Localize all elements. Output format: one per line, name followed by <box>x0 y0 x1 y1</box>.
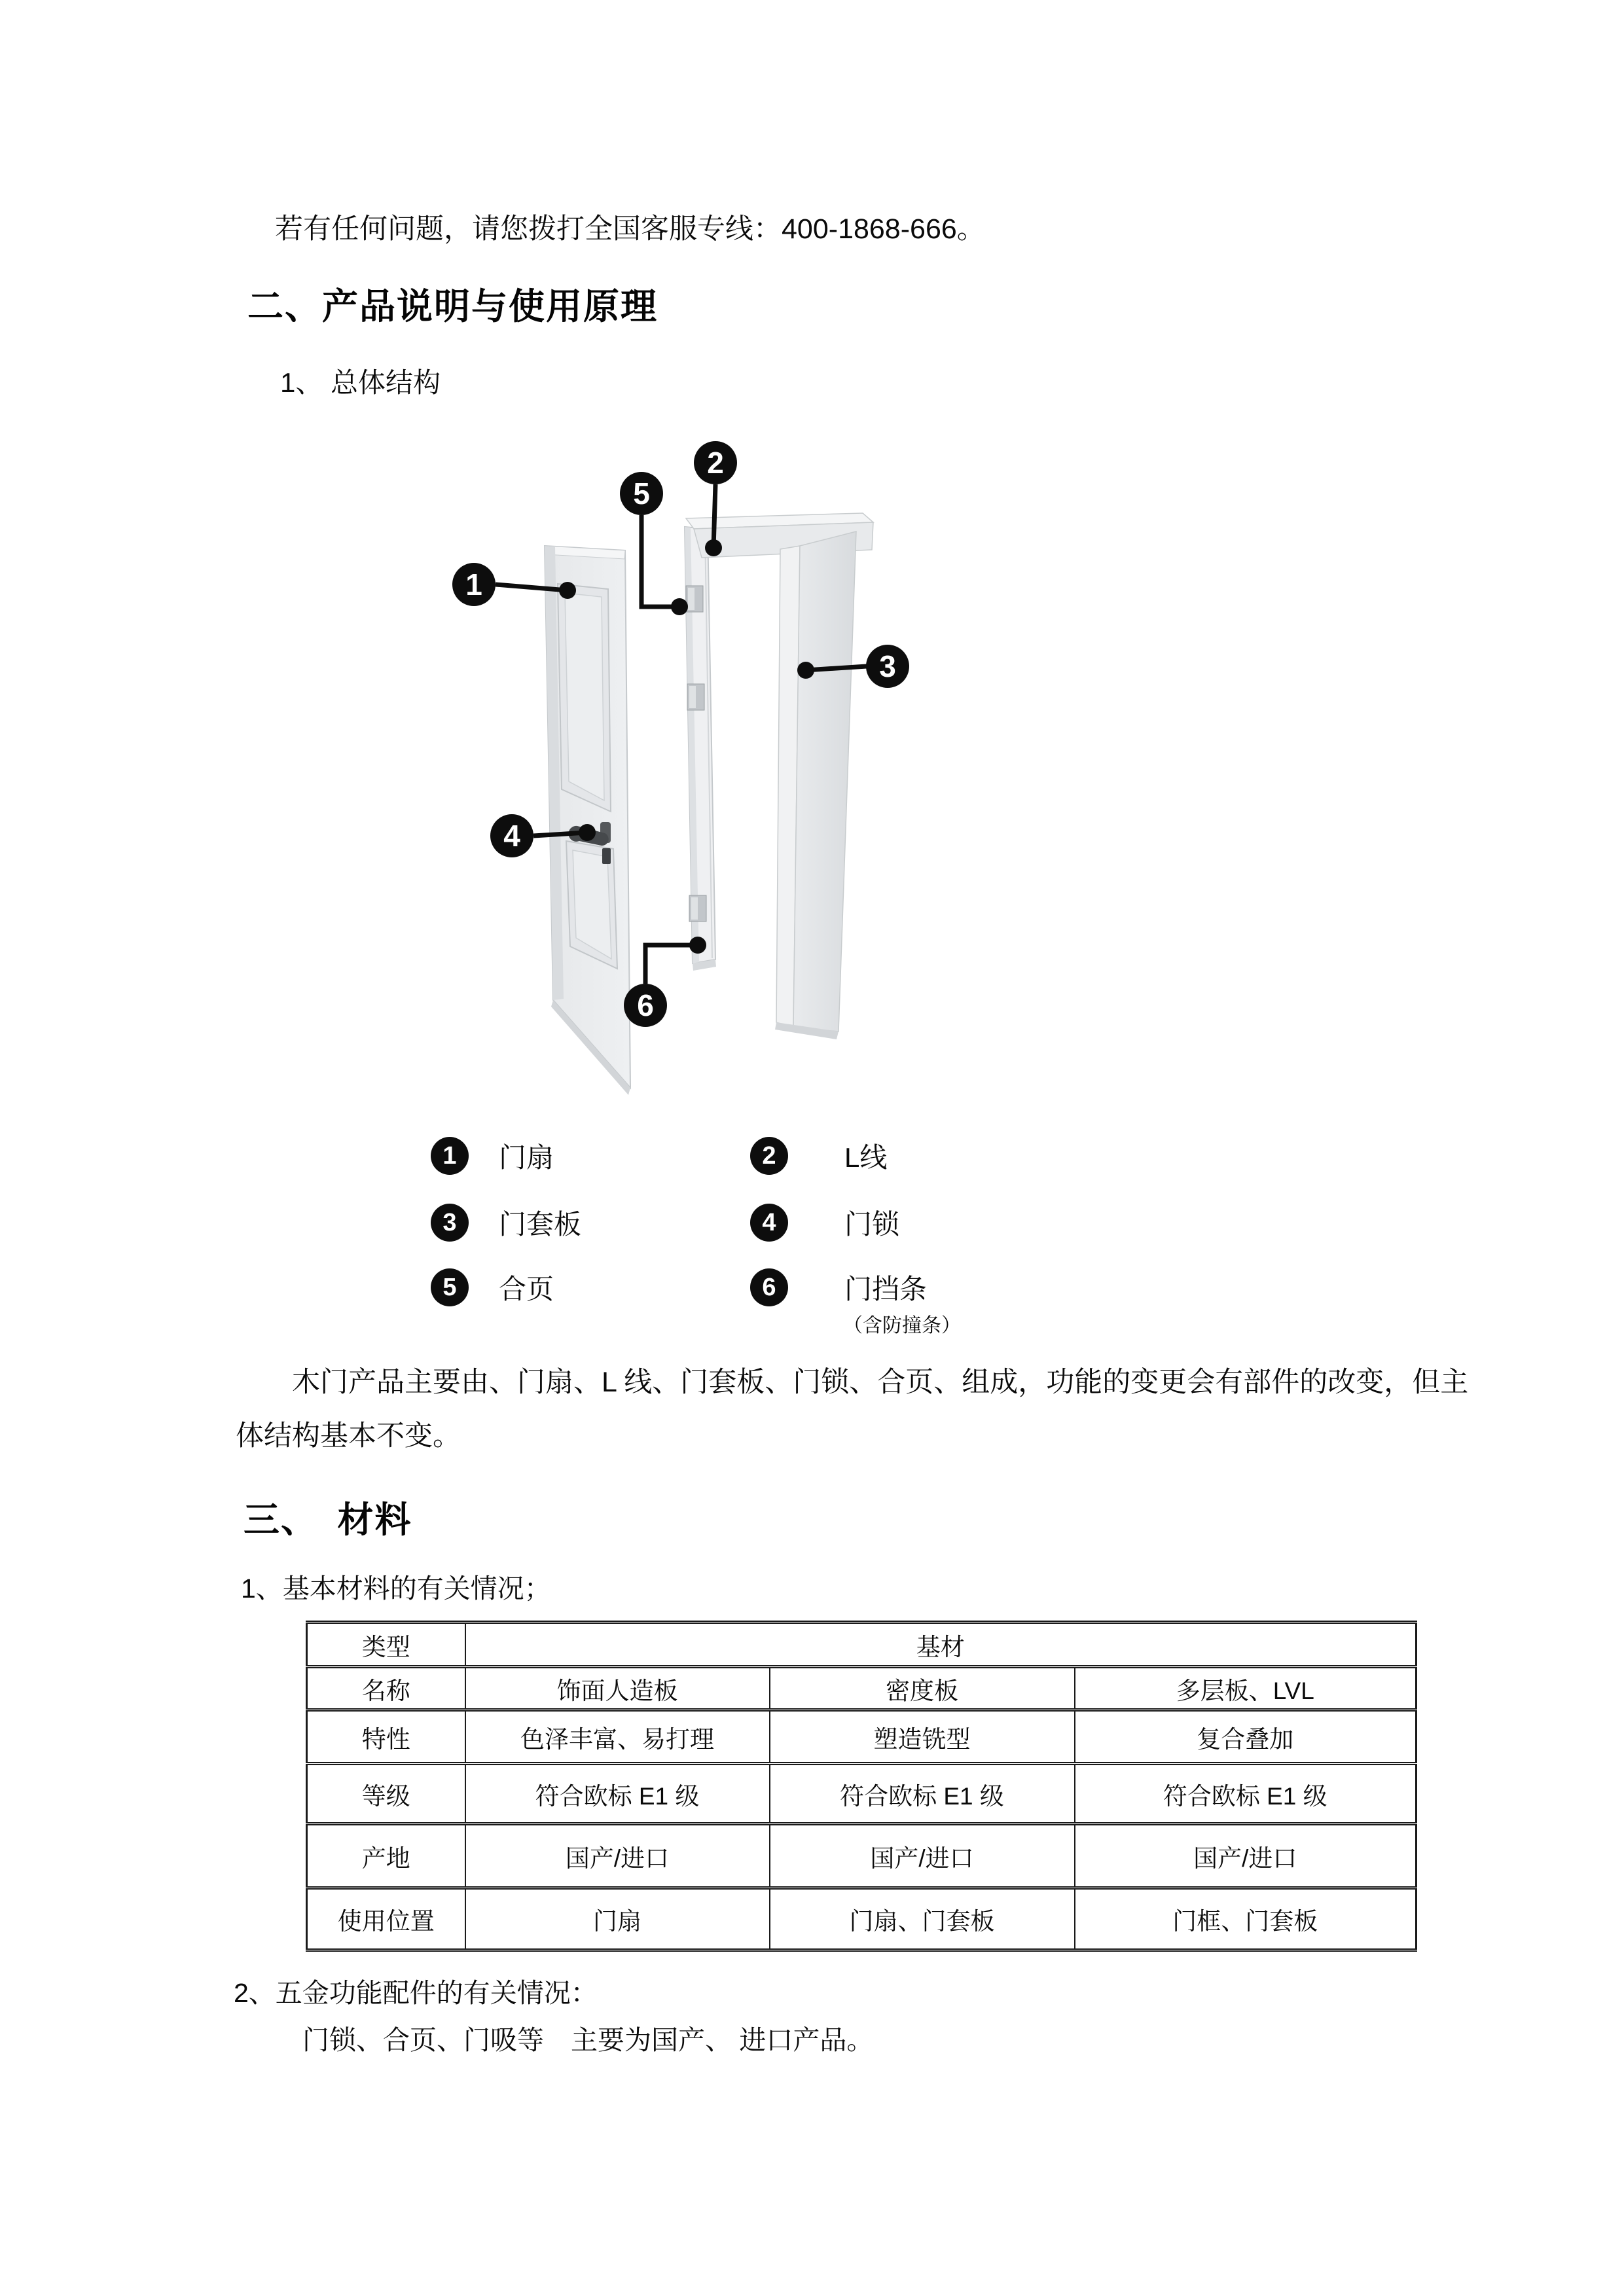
legend-badge-5-icon: 5 <box>431 1268 469 1306</box>
table-cell: 等级 <box>307 1764 465 1824</box>
table-cell: 复合叠加 <box>1075 1710 1416 1764</box>
hinge-icon <box>689 895 706 922</box>
legend-item-door-leaf <box>431 1137 554 1175</box>
section-heading-product: 二、产品说明与使用原理 <box>247 286 659 327</box>
legend-label: 合页 <box>499 1274 554 1304</box>
table-cell: 门扇、门套板 <box>770 1888 1075 1950</box>
legend-badge-1-icon: 1 <box>431 1137 469 1175</box>
hinge-icon <box>687 684 704 710</box>
subsection-overall-structure: 1、 总体结构 <box>280 367 441 398</box>
material-item2-detail: 门锁、合页、门吸等 主要为国产、 进口产品。 <box>302 2025 874 2055</box>
structure-description-line1: 木门产品主要由、门扇、L 线、门套板、门锁、合页、组成，功能的变更会有部件的改变，但主 <box>292 1367 1469 1398</box>
table-cell: 饰面人造板 <box>465 1667 770 1710</box>
svg-text:3: 3 <box>879 649 896 683</box>
table-cell: 门框、门套板 <box>1075 1888 1416 1950</box>
legend-item-l-line <box>750 1137 887 1175</box>
legend-item-casing-board <box>431 1204 581 1242</box>
legend-item-door-stop <box>750 1268 927 1306</box>
svg-text:6: 6 <box>637 988 654 1022</box>
legend-badge-6-icon: 6 <box>750 1268 788 1306</box>
legend-label: 门锁 <box>844 1209 900 1240</box>
table-cell: 国产/进口 <box>1075 1824 1416 1888</box>
door-frame-jamb-illustration <box>685 527 716 971</box>
badge-3-icon <box>866 645 909 688</box>
material-item2: 2、五金功能配件的有关情况： <box>234 1978 598 2008</box>
table-cell: 特性 <box>307 1710 465 1764</box>
badge-2-icon <box>694 441 737 484</box>
badge-4-icon <box>490 814 533 857</box>
table-cell: 国产/进口 <box>770 1824 1075 1888</box>
table-row <box>307 1764 1416 1824</box>
table-cell: 名称 <box>307 1667 465 1710</box>
svg-text:5: 5 <box>633 476 650 511</box>
table-row <box>307 1888 1416 1950</box>
table-row <box>307 1623 1416 1667</box>
table-cell: 符合欧标 E1 级 <box>465 1764 770 1824</box>
badge-5-icon <box>620 472 663 515</box>
table-cell: 多层板、LVL <box>1075 1667 1416 1710</box>
material-table <box>306 1621 1417 1952</box>
legend-badge-3-icon: 3 <box>431 1204 469 1242</box>
table-cell: 门扇 <box>465 1888 770 1950</box>
legend-label: 门套板 <box>499 1209 582 1240</box>
table-row <box>307 1710 1416 1764</box>
badge-1-icon <box>452 563 496 606</box>
legend-label: 门挡条 <box>844 1274 928 1304</box>
door-leaf-illustration <box>545 546 630 1095</box>
section-heading-material: 三、 材料 <box>244 1499 412 1540</box>
legend-label: L线 <box>844 1142 888 1173</box>
table-cell: 符合欧标 E1 级 <box>770 1764 1075 1824</box>
legend-item-hinge <box>431 1268 554 1306</box>
table-cell: 产地 <box>307 1824 465 1888</box>
door-structure-diagram <box>380 419 1034 1106</box>
table-cell: 塑造铣型 <box>770 1710 1075 1764</box>
table-cell: 基材 <box>465 1623 1416 1667</box>
table-row <box>307 1824 1416 1888</box>
svg-text:4: 4 <box>503 819 520 853</box>
legend-badge-4-icon: 4 <box>750 1204 788 1242</box>
hinge-icon <box>686 586 703 612</box>
table-cell: 密度板 <box>770 1667 1075 1710</box>
table-cell: 符合欧标 E1 级 <box>1075 1764 1416 1824</box>
svg-text:1: 1 <box>465 567 482 601</box>
legend-badge-2-icon: 2 <box>750 1137 788 1175</box>
legend-item-door-lock <box>750 1204 899 1242</box>
material-item1: 1、基本材料的有关情况； <box>241 1573 551 1604</box>
structure-description-line2: 体结构基本不变。 <box>236 1420 461 1452</box>
table-cell: 使用位置 <box>307 1888 465 1950</box>
table-cell: 国产/进口 <box>465 1824 770 1888</box>
badge-6-icon <box>624 984 667 1027</box>
legend-label: 门扇 <box>499 1142 554 1173</box>
svg-text:2: 2 <box>707 446 724 480</box>
table-row <box>307 1667 1416 1710</box>
table-cell: 色泽丰富、易打理 <box>465 1710 770 1764</box>
legend-sub-note: （含防撞条） <box>843 1315 961 1336</box>
table-cell: 类型 <box>307 1623 465 1667</box>
customer-service-line: 若有任何问题，请您拨打全国客服专线：400-1868-666。 <box>275 213 985 245</box>
